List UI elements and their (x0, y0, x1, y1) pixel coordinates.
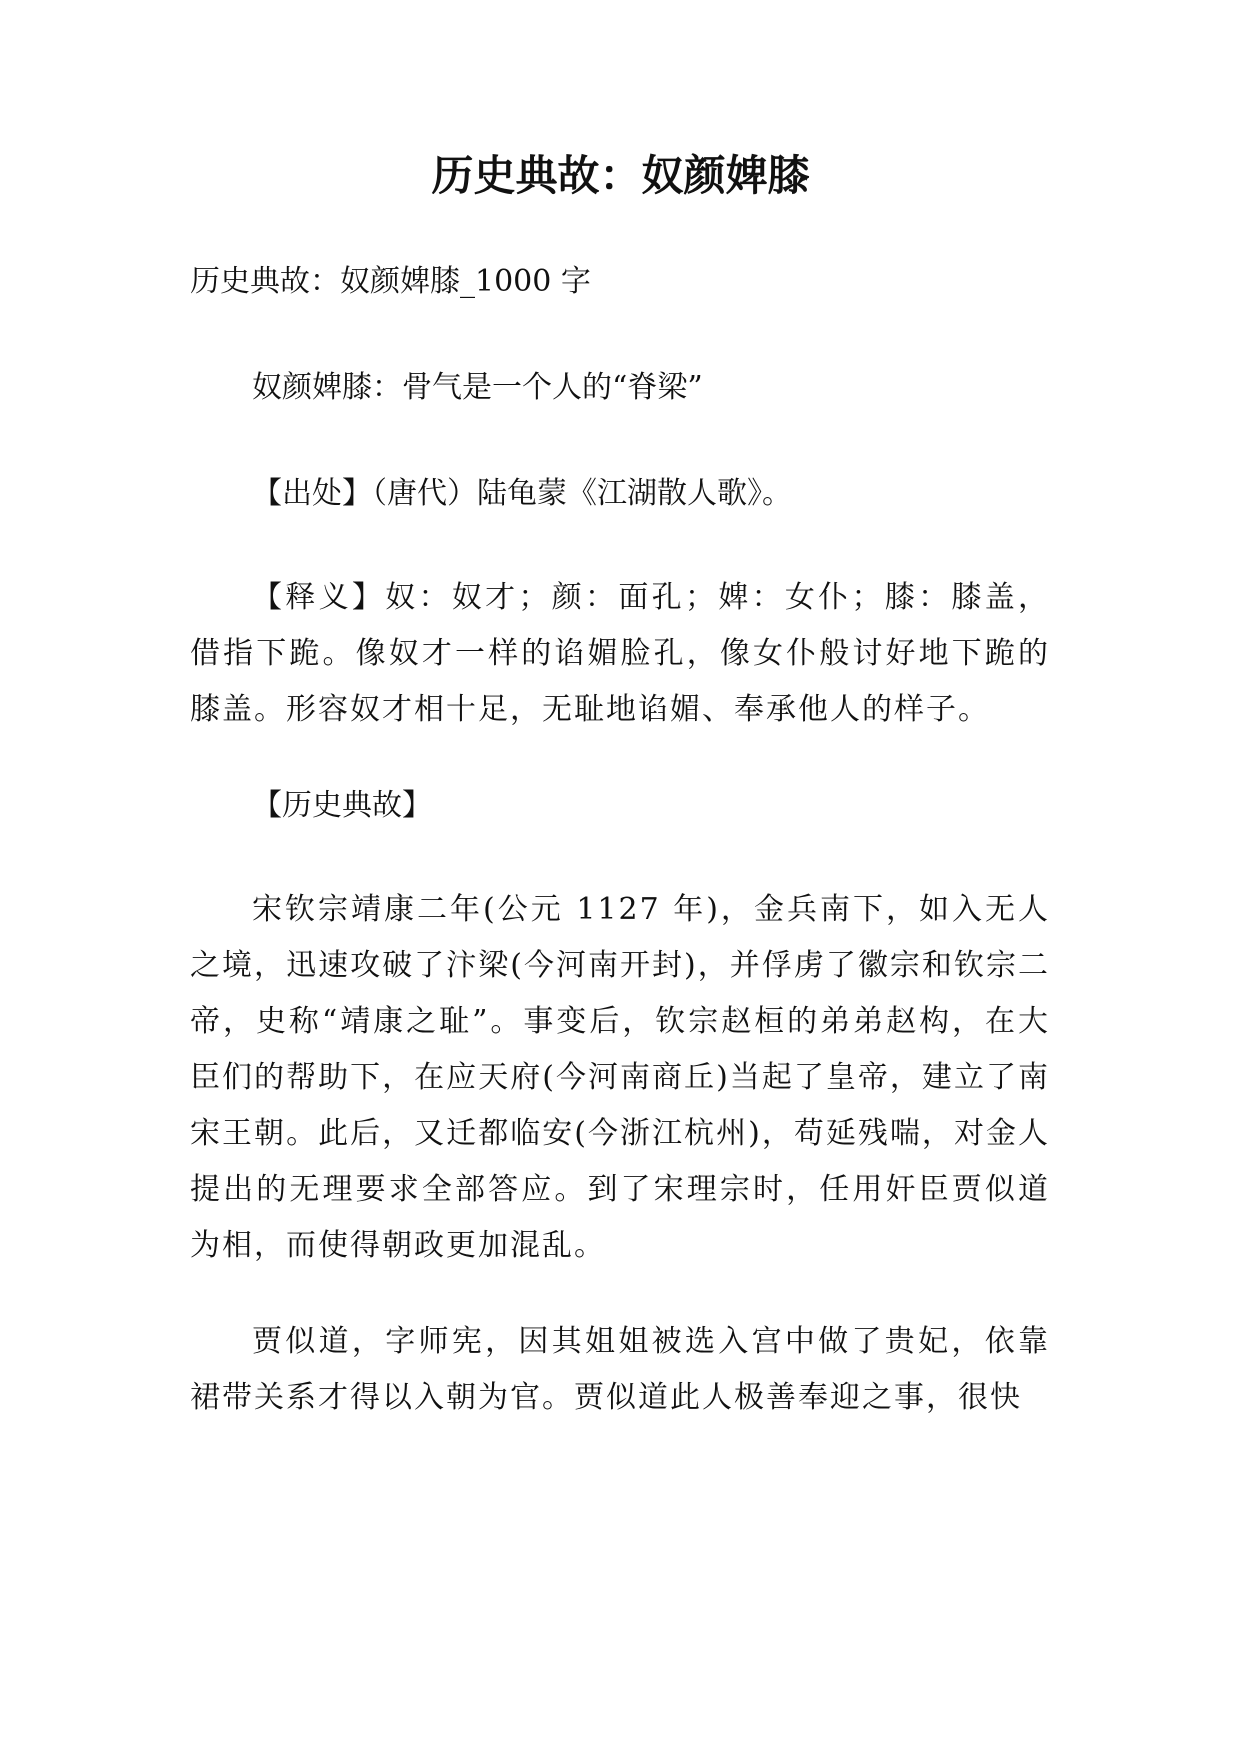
meaning-paragraph-text: 【释义】奴：奴才；颜：面孔；婢：女仆；膝：膝盖，借指下跪。像奴才一样的谄媚脸孔，像女仆般讨好地下跪的膝盖。形容奴才相十足，无耻地谄媚、奉承他人的样子。 (190, 580, 1050, 727)
source-line: 【出处】（唐代）陆龟蒙《江湖散人歌》。 (252, 476, 792, 511)
story-paragraph-2 (190, 1314, 1050, 1426)
story-paragraph-1 (190, 882, 1050, 1274)
heading-line: 奴颜婢膝：骨气是一个人的“脊梁” (252, 370, 703, 405)
story-paragraph-2-text: 贾似道，字师宪，因其姐姐被选入宫中做了贵妃，依靠裙带关系才得以入朝为官。贾似道此人极善奉迎之事，很快 (190, 1324, 1050, 1415)
document-title: 历史典故：奴颜婢膝 (431, 151, 810, 200)
subtitle-line: 历史典故：奴颜婢膝_1000 字 (190, 264, 591, 299)
story-heading: 【历史典故】 (252, 788, 432, 823)
meaning-paragraph (190, 570, 1050, 738)
story-paragraph-1-text: 宋钦宗靖康二年(公元 1127 年)，金兵南下，如入无人之境，迅速攻破了汴梁(今河南开封)，并俘虏了徽宗和钦宗二帝，史称“靖康之耻”。事变后，钦宗赵桓的弟弟赵构，在大臣们的帮助下，在应天府(今河南商丘)当起了皇帝，建立了南宋王朝。此后，又迁都临安(今浙江杭州)，苟延残喘，对金人提出的无理要求全部答应。到了宋理宗时，任用奸臣贾似道为相，而使得朝政更加混乱。 (190, 892, 1050, 1263)
